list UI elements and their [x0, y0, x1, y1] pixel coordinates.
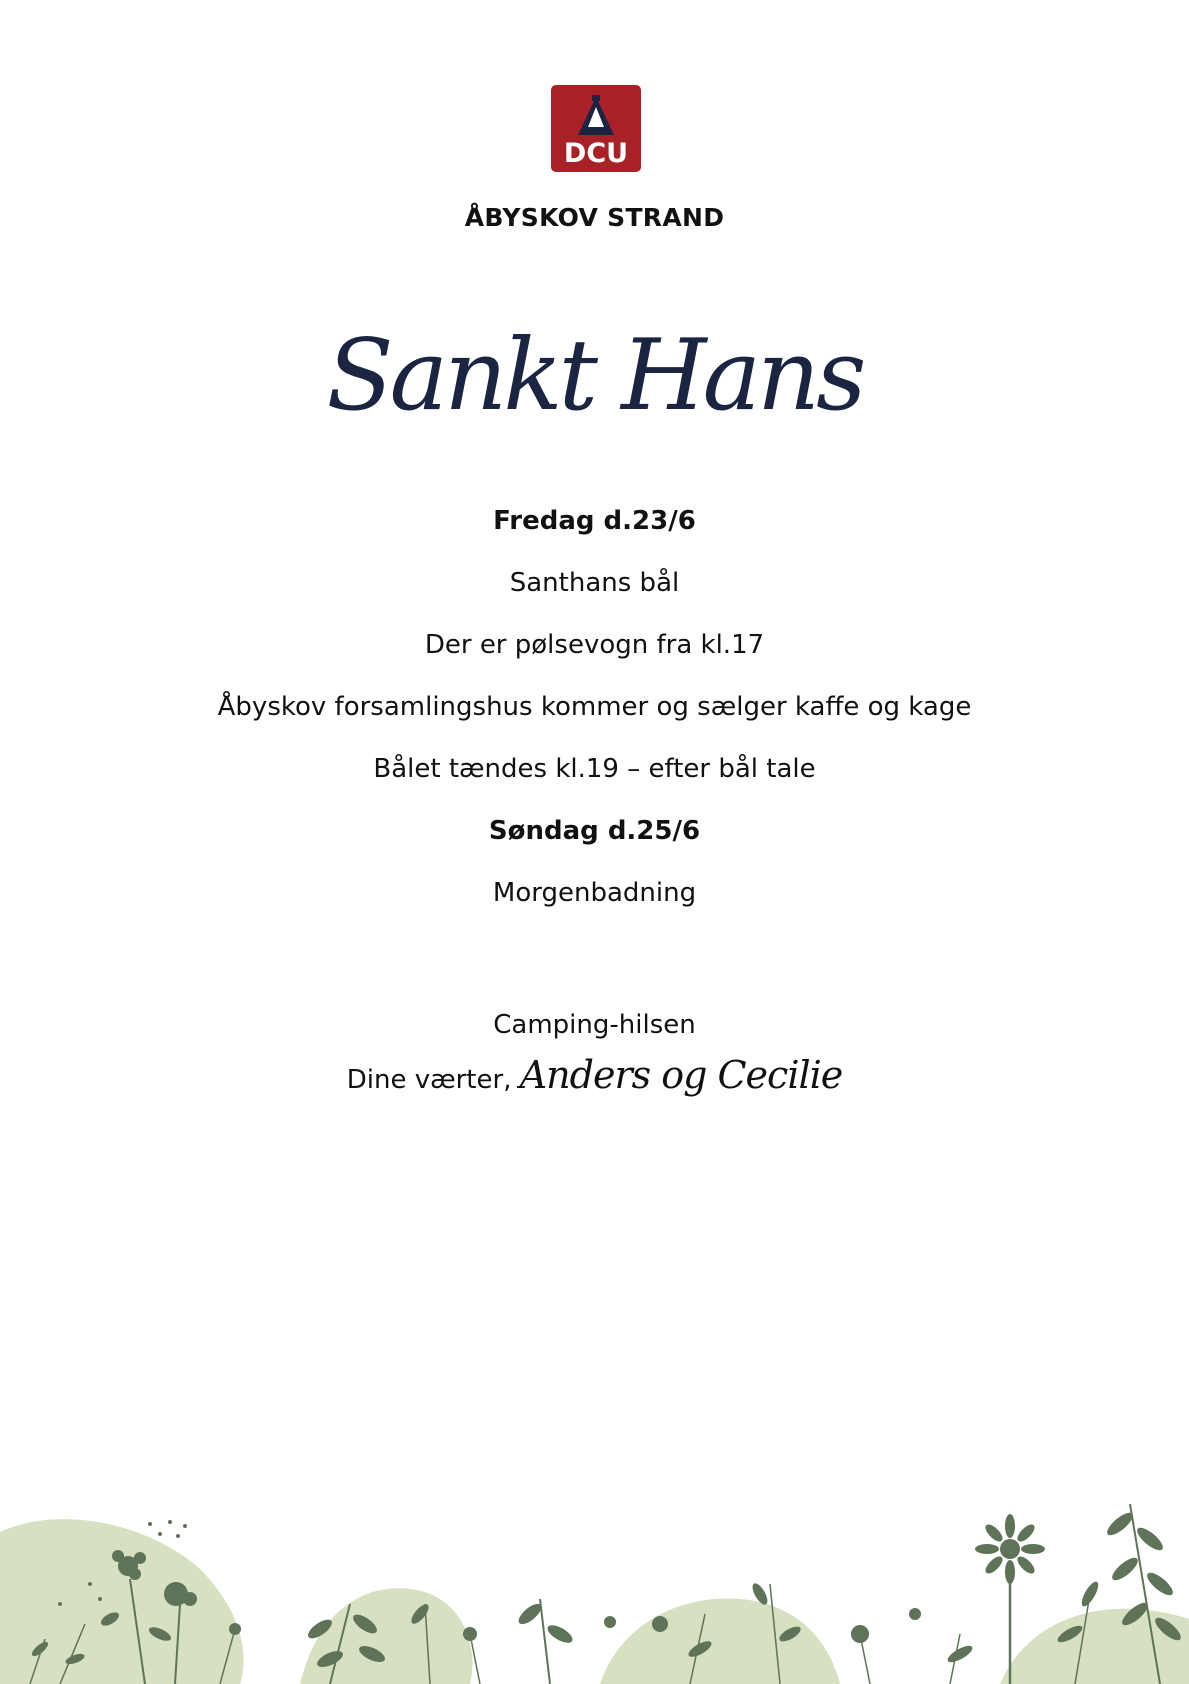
page-title: Sankt Hans: [326, 319, 863, 433]
blob-middle-right: [600, 1598, 840, 1684]
logo-text: DCU: [563, 138, 629, 169]
site-name: ÅBYSKOV STRAND: [464, 203, 725, 232]
schedule-item-morning-swim: Morgenbadning: [492, 878, 697, 908]
blob-middle-left: [300, 1588, 473, 1684]
floral-footer-decoration: [0, 1484, 1189, 1684]
schedule-item-coffee-cake: Åbyskov forsamlingshus kommer og sælger kaffe og kage: [217, 692, 972, 722]
closing-greeting: Camping-hilsen: [493, 1010, 696, 1040]
tent-icon: [551, 85, 641, 172]
schedule-item-bonfire: Santhans bål: [509, 568, 680, 598]
schedule-day-sunday: Søndag d.25/6: [488, 816, 701, 846]
closing-signature: [0, 1052, 1189, 1103]
schedule-day-friday: Fredag d.23/6: [493, 506, 696, 536]
schedule-item-bonfire-lit: Bålet tændes kl.19 – efter bål tale: [373, 754, 816, 784]
blob-left: [0, 1519, 244, 1684]
schedule-item-sausage-wagon: Der er pølsevogn fra kl.17: [424, 630, 765, 660]
hosts-names: Anders og Cecilie: [519, 1053, 843, 1097]
dcu-logo: [551, 85, 641, 172]
hosts-prefix: Dine værter,: [346, 1065, 512, 1095]
